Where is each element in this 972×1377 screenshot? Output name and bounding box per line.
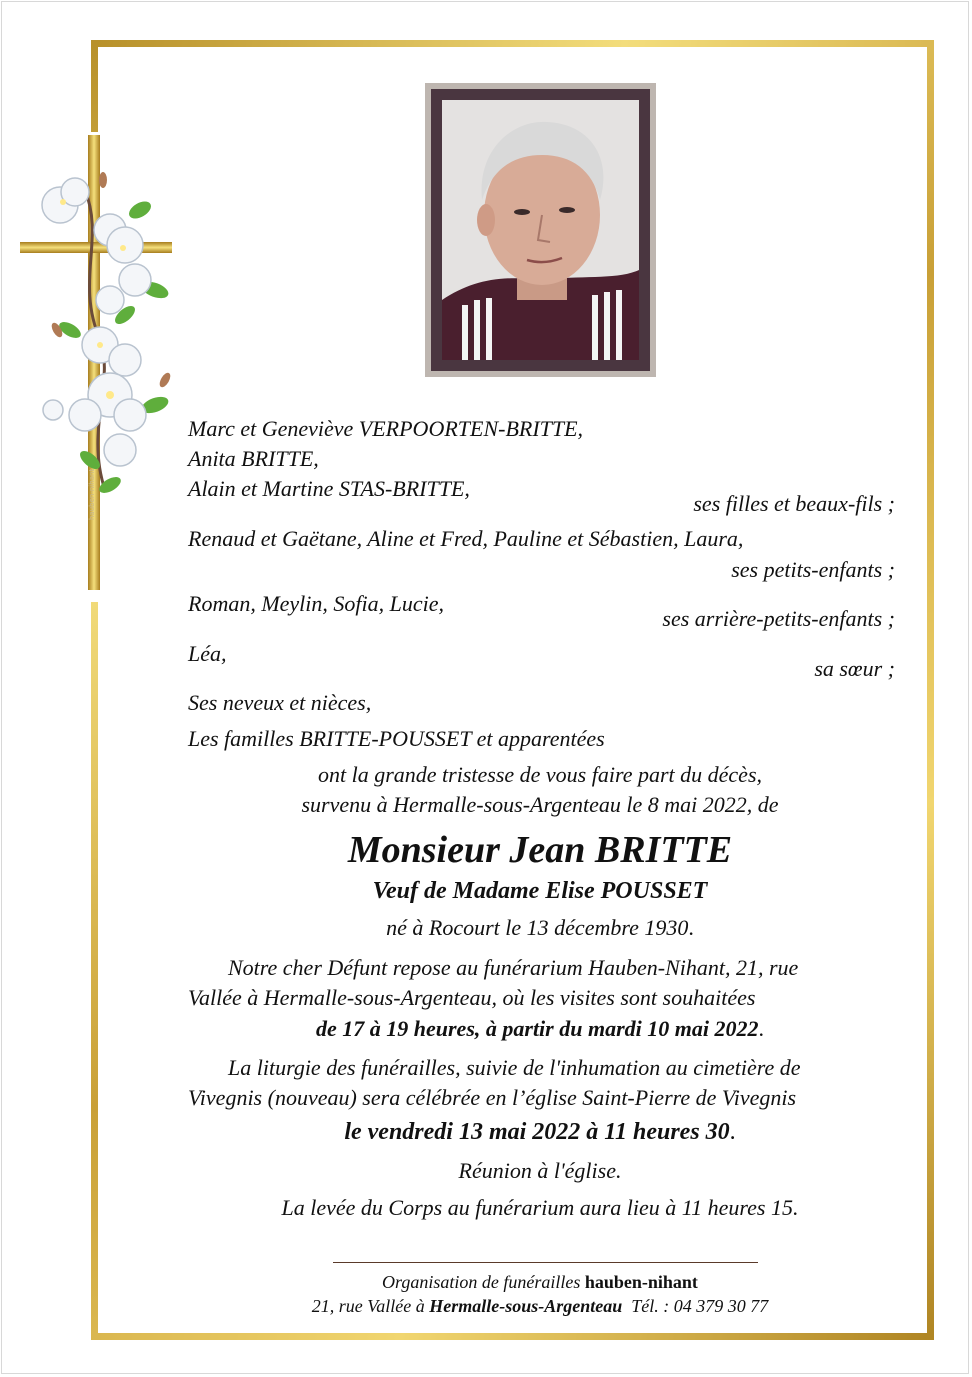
family-line-3: Alain et Martine STAS-BRITTE, bbox=[188, 476, 470, 501]
relation-daughters: ses filles et beaux-fils ; bbox=[693, 491, 895, 516]
funeral-date-punct: . bbox=[729, 1119, 736, 1145]
birth-line bbox=[190, 915, 890, 941]
footer-org-prefix: Organisation de funérailles bbox=[382, 1272, 581, 1292]
family-line-2: Anita BRITTE, bbox=[188, 446, 319, 471]
birth-text: né à Rocourt le 13 décembre 1930 bbox=[386, 915, 689, 940]
relation-greatgrandchildren: ses arrière-petits-enfants ; bbox=[662, 606, 895, 631]
levee-line: La levée du Corps au funérarium aura lieu à 11 heures 15. bbox=[281, 1195, 799, 1220]
portrait-border bbox=[431, 89, 650, 371]
birth-punct: . bbox=[688, 915, 694, 940]
footer-address-prefix: 21, rue Vallée à bbox=[311, 1296, 425, 1316]
footer-phone: Tél. : 04 379 30 77 bbox=[631, 1296, 769, 1316]
portrait-svg bbox=[442, 100, 639, 360]
footer-separator bbox=[333, 1262, 758, 1263]
families-line: Les familles BRITTE-POUSSET et apparentées bbox=[188, 726, 605, 751]
funeral-date-text: le vendredi 13 mai 2022 à 11 heures 30 bbox=[344, 1119, 730, 1145]
footer-address-city: Hermalle-sous-Argenteau bbox=[429, 1296, 623, 1316]
greatgrandchildren-names: Roman, Meylin, Sofia, Lucie, bbox=[188, 591, 445, 616]
relation-grandchildren: ses petits-enfants ; bbox=[731, 557, 895, 582]
meeting-line: Réunion à l'église. bbox=[458, 1158, 622, 1183]
deceased-name: Monsieur Jean BRITTE bbox=[347, 829, 733, 871]
visitation-line-2: Vallée à Hermalle-sous-Argenteau, où les visites sont souhaitées bbox=[188, 985, 756, 1010]
visitation-hours-text: de 17 à 19 heures, à partir du mardi 10 mai 2022 bbox=[316, 1016, 759, 1041]
sister-name: Léa, bbox=[188, 641, 227, 666]
announcement-line-1: ont la grande tristesse de vous faire part du décès, bbox=[317, 762, 763, 787]
visitation-hours bbox=[190, 1016, 890, 1042]
nephews-line: Ses neveux et nièces, bbox=[188, 690, 372, 715]
funeral-line-2: Vivegnis (nouveau) sera célébrée en l’église Saint-Pierre de Vivegnis bbox=[188, 1085, 797, 1110]
footer-organisation bbox=[190, 1272, 890, 1293]
family-line-1: Marc et Geneviève VERPOORTEN-BRITTE, bbox=[188, 416, 584, 441]
footer-org-name: hauben-nihant bbox=[584, 1272, 698, 1292]
watermark-text: hauben-nihant bbox=[88, 468, 96, 520]
portrait-photo bbox=[442, 100, 639, 360]
grandchildren-names: Renaud et Gaëtane, Aline et Fred, Pauline et Sébastien, Laura, bbox=[188, 526, 744, 551]
visitation-hours-punct: . bbox=[758, 1016, 764, 1041]
cross-svg bbox=[15, 130, 185, 600]
announcement-line-2: survenu à Hermalle-sous-Argenteau le 8 mai 2022, de bbox=[301, 792, 779, 817]
widow-line: Veuf de Madame Elise POUSSET bbox=[372, 878, 708, 904]
relation-sister: sa sœur ; bbox=[814, 656, 895, 681]
portrait-frame bbox=[425, 83, 656, 377]
funeral-line-1: La liturgie des funérailles, suivie de l'inhumation au cimetière de bbox=[228, 1055, 801, 1080]
footer-address bbox=[190, 1296, 890, 1317]
cross-with-flowers-icon bbox=[15, 130, 185, 600]
funeral-date bbox=[190, 1119, 890, 1145]
visitation-line-1: Notre cher Défunt repose au funérarium Hauben-Nihant, 21, rue bbox=[228, 955, 799, 980]
